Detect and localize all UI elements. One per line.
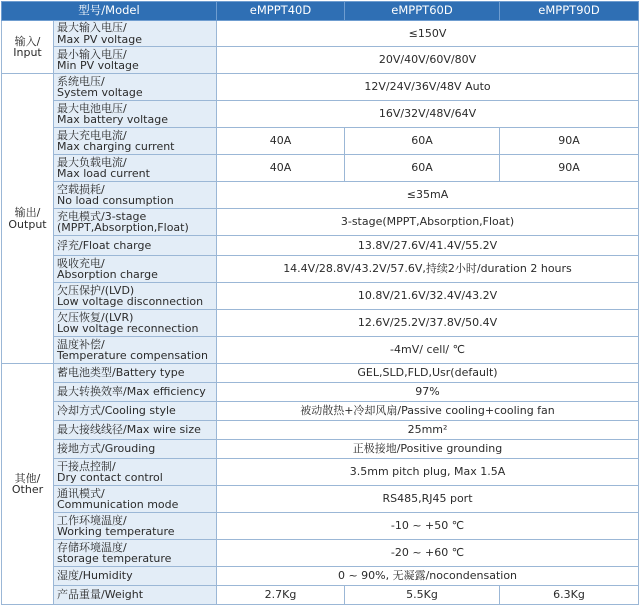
- value-cell: 6.3Kg: [500, 586, 639, 605]
- value-cell: 5.5Kg: [345, 586, 500, 605]
- model-header-1: eMPPT40D: [217, 2, 345, 21]
- param-label: 空载损耗/ No load consumption: [54, 182, 217, 209]
- value-cell: RS485,RJ45 port: [217, 486, 639, 513]
- table-row: [2, 586, 639, 605]
- table-row: [2, 440, 639, 459]
- param-label: 工作环境温度/ Working temperature: [54, 513, 217, 540]
- value-cell: -10 ~ +50 ℃: [217, 513, 639, 540]
- table-row: [2, 283, 639, 310]
- param-label: 干接点控制/ Dry contact control: [54, 459, 217, 486]
- value-cell: 3.5mm pitch plug, Max 1.5A: [217, 459, 639, 486]
- table-row: [2, 128, 639, 155]
- param-label: 欠压保护/(LVD) Low voltage disconnection: [54, 283, 217, 310]
- value-cell: 90A: [500, 155, 639, 182]
- group-output: 输出/ Output: [2, 74, 54, 364]
- table-row: [2, 209, 639, 236]
- param-label: 存储环境温度/ storage temperature: [54, 540, 217, 567]
- table-row: [2, 337, 639, 364]
- param-label: 欠压恢复/(LVR) Low voltage reconnection: [54, 310, 217, 337]
- table-row: [2, 256, 639, 283]
- table-row: [2, 540, 639, 567]
- table-row: [2, 364, 639, 383]
- value-cell: 60A: [345, 155, 500, 182]
- value-cell: 被动散热+冷却风扇/Passive cooling+cooling fan: [217, 402, 639, 421]
- table-row: [2, 182, 639, 209]
- table-row: [2, 74, 639, 101]
- param-label: 最大充电电流/ Max charging current: [54, 128, 217, 155]
- value-cell: 12.6V/25.2V/37.8V/50.4V: [217, 310, 639, 337]
- param-label: 最小输入电压/ Min PV voltage: [54, 47, 217, 74]
- value-cell: 12V/24V/36V/48V Auto: [217, 74, 639, 101]
- table-row: [2, 236, 639, 256]
- param-label: 湿度/Humidity: [54, 567, 217, 586]
- param-label: 充电模式/3-stage (MPPT,Absorption,Float): [54, 209, 217, 236]
- param-label: 最大转换效率/Max efficiency: [54, 383, 217, 402]
- param-label: 最大输入电压/ Max PV voltage: [54, 21, 217, 47]
- group-other: 其他/ Other: [2, 364, 54, 605]
- group-input: 输入/ Input: [2, 21, 54, 74]
- table-row: [2, 101, 639, 128]
- table-row: [2, 486, 639, 513]
- param-label: 吸收充电/ Absorption charge: [54, 256, 217, 283]
- table-row: [2, 402, 639, 421]
- table-row: [2, 513, 639, 540]
- value-cell: 97%: [217, 383, 639, 402]
- table-row: [2, 567, 639, 586]
- param-label: 蓄电池类型/Battery type: [54, 364, 217, 383]
- table-row: [2, 310, 639, 337]
- value-cell: 25mm²: [217, 421, 639, 440]
- value-cell: GEL,SLD,FLD,Usr(default): [217, 364, 639, 383]
- value-cell: 0 ~ 90%, 无凝露/nocondensation: [217, 567, 639, 586]
- value-cell: 16V/32V/48V/64V: [217, 101, 639, 128]
- value-cell: 60A: [345, 128, 500, 155]
- value-cell: 13.8V/27.6V/41.4V/55.2V: [217, 236, 639, 256]
- table-row: [2, 383, 639, 402]
- table-row: [2, 155, 639, 182]
- table-row: [2, 21, 639, 47]
- value-cell: 2.7Kg: [217, 586, 345, 605]
- param-label: 最大电池电压/ Max battery voltage: [54, 101, 217, 128]
- model-header-3: eMPPT90D: [500, 2, 639, 21]
- param-label: 温度补偿/ Temperature compensation: [54, 337, 217, 364]
- value-cell: 10.8V/21.6V/32.4V/43.2V: [217, 283, 639, 310]
- value-cell: 正极接地/Positive grounding: [217, 440, 639, 459]
- param-label: 产品重量/Weight: [54, 586, 217, 605]
- table-row: [2, 47, 639, 74]
- param-label: 最大接线线径/Max wire size: [54, 421, 217, 440]
- spec-table: [1, 1, 639, 605]
- param-label: 接地方式/Grouding: [54, 440, 217, 459]
- param-label: 最大负载电流/ Max load current: [54, 155, 217, 182]
- value-cell: -4mV/ cell/ ℃: [217, 337, 639, 364]
- param-label: 系统电压/ System voltage: [54, 74, 217, 101]
- value-cell: ≤150V: [217, 21, 639, 47]
- value-cell: 3-stage(MPPT,Absorption,Float): [217, 209, 639, 236]
- value-cell: 90A: [500, 128, 639, 155]
- value-cell: 20V/40V/60V/80V: [217, 47, 639, 74]
- model-label: 型号/Model: [2, 2, 217, 21]
- param-label: 浮充/Float charge: [54, 236, 217, 256]
- value-cell: -20 ~ +60 ℃: [217, 540, 639, 567]
- table-row: [2, 421, 639, 440]
- model-header-2: eMPPT60D: [345, 2, 500, 21]
- header-row: [2, 2, 639, 21]
- value-cell: 40A: [217, 128, 345, 155]
- param-label: 冷却方式/Cooling style: [54, 402, 217, 421]
- param-label: 通讯模式/ Communication mode: [54, 486, 217, 513]
- table-row: [2, 459, 639, 486]
- value-cell: 14.4V/28.8V/43.2V/57.6V,持续2小时/duration 2 hours: [217, 256, 639, 283]
- value-cell: ≤35mA: [217, 182, 639, 209]
- value-cell: 40A: [217, 155, 345, 182]
